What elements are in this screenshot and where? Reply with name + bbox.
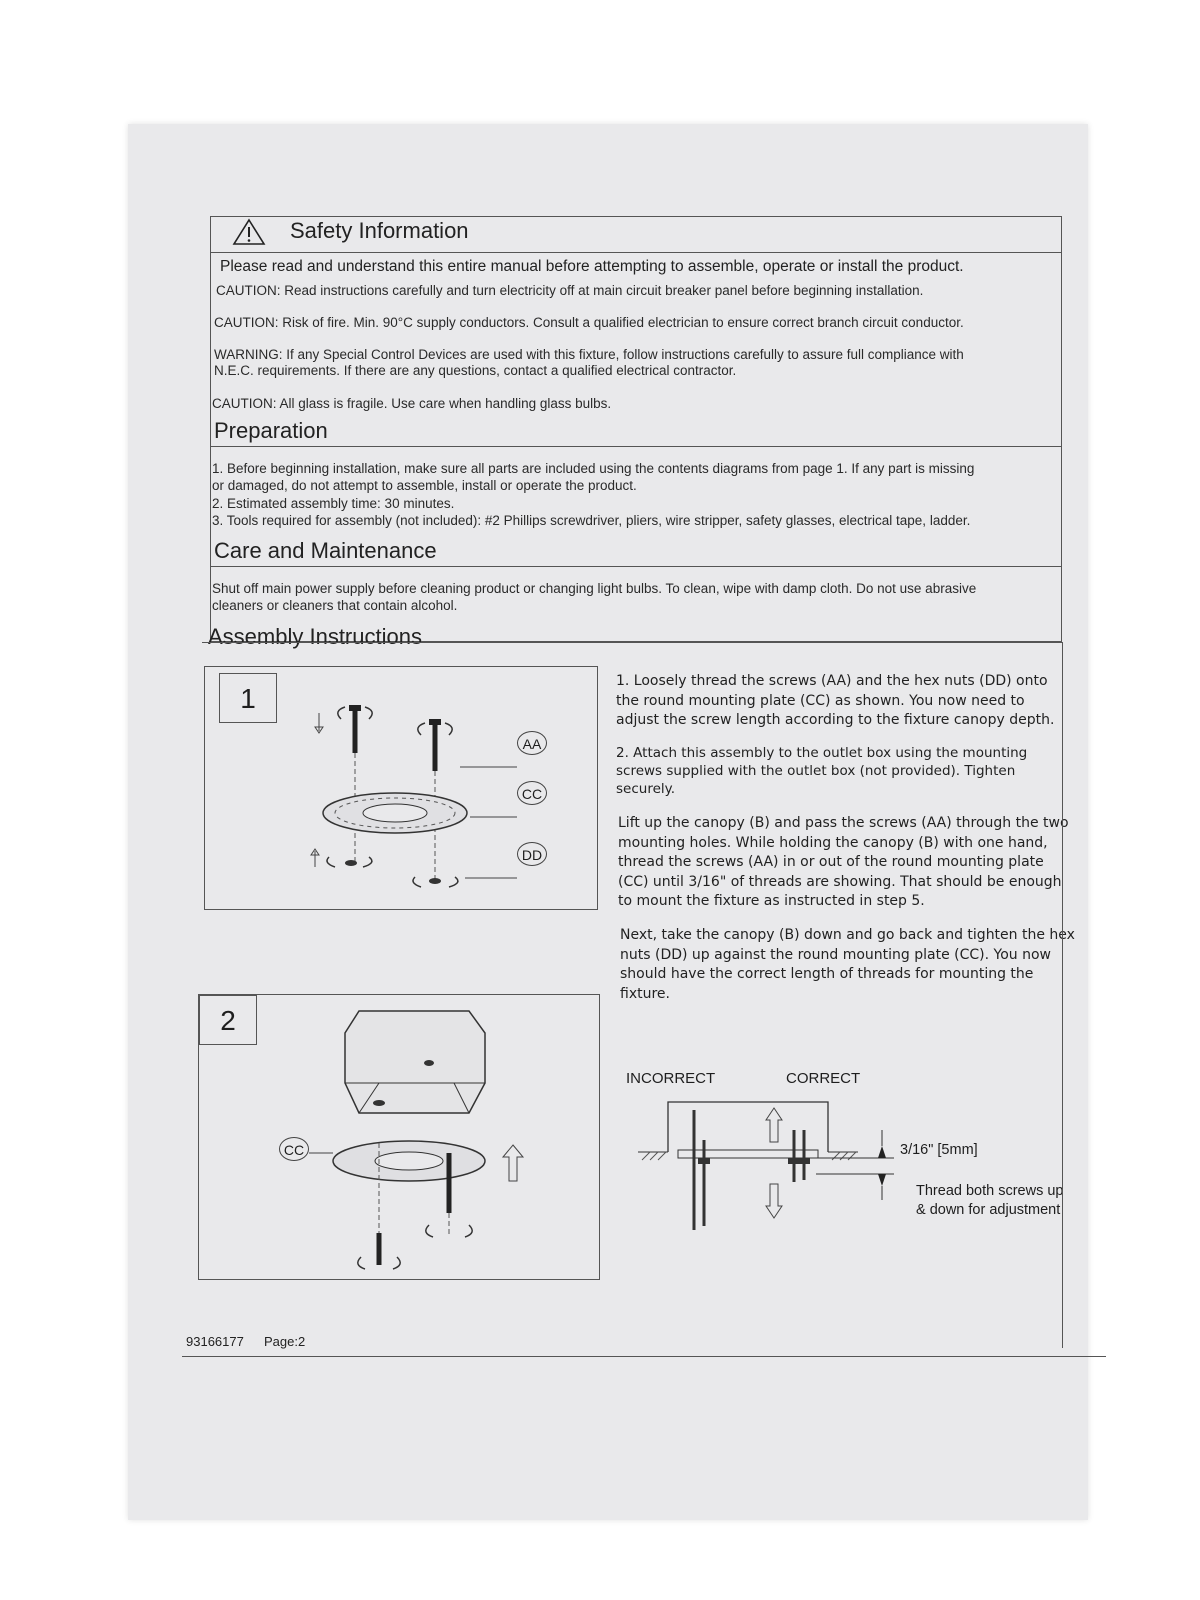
document-code: 93166177 bbox=[186, 1334, 244, 1349]
assembly-heading: Assembly Instructions bbox=[208, 624, 422, 649]
safety-caution-3: CAUTION: All glass is fragile. Use care when handling glass bulbs. bbox=[212, 396, 612, 411]
para2-line: securely. bbox=[616, 781, 675, 797]
para2-line: screws supplied with the outlet box (not provided). Tighten bbox=[616, 763, 1016, 779]
correct-label: CORRECT bbox=[786, 1070, 861, 1087]
instruction-paragraph-4 bbox=[620, 926, 1075, 1004]
label-dd: DD bbox=[517, 842, 547, 866]
label-cc: CC bbox=[517, 781, 547, 805]
para1-line: adjust the screw length according to the fixture canopy depth. bbox=[616, 712, 1055, 728]
safety-caution-2: CAUTION: Risk of fire. Min. 90°C supply conductors. Consult a qualified electrician to ensure correct branch circuit conductor. bbox=[214, 315, 964, 330]
outlet-box-mounting-illustration bbox=[269, 1003, 569, 1273]
para3-line: to mount the fixture as instructed in step 5. bbox=[618, 893, 925, 909]
para3-line: mounting holes. While holding the canopy (B) with one hand, bbox=[618, 834, 1048, 851]
para4-line: nuts (DD) up against the round mounting plate (CC). You now bbox=[620, 946, 1051, 963]
incorrect-label: INCORRECT bbox=[626, 1070, 716, 1087]
para1-line: the round mounting plate (CC) as shown. You now need to bbox=[616, 692, 1025, 709]
step-2-diagram bbox=[198, 994, 600, 1280]
preparation-item-1-line-2: or damaged, do not attempt to assemble, install or operate the product. bbox=[212, 478, 637, 493]
manual-page bbox=[128, 124, 1088, 1520]
para4-line: fixture. bbox=[620, 985, 670, 1002]
label-cc-2: CC bbox=[279, 1137, 309, 1161]
thread-note-line: & down for adjustment bbox=[916, 1202, 1061, 1218]
label-aa: AA bbox=[517, 731, 547, 755]
safety-warning-line-2: N.E.C. requirements. If there are any questions, contact a qualified electrical contractor. bbox=[214, 363, 737, 378]
step-1-number: 1 bbox=[219, 673, 277, 723]
safety-caution-1: CAUTION: Read instructions carefully and turn electricity off at main circuit breaker panel before beginning installation. bbox=[216, 283, 924, 298]
para4-line: should have the correct length of threads for mounting the bbox=[620, 966, 1034, 982]
step-2-number: 2 bbox=[199, 995, 257, 1045]
warning-triangle-icon bbox=[232, 218, 266, 246]
info-frame bbox=[210, 216, 1062, 642]
preparation-item-3: 3. Tools required for assembly (not included): #2 Phillips screwdriver, pliers, wire stripper, safety glasses, electrical tape, ladder. bbox=[212, 513, 971, 528]
measure-label: 3/16" [5mm] bbox=[900, 1142, 978, 1158]
thread-note bbox=[916, 1182, 1064, 1220]
care-line-1: Shut off main power supply before cleaning product or changing light bulbs. To clean, wipe with damp cloth. Do not use abrasive bbox=[212, 581, 977, 596]
para3-line: thread the screws (AA) in or out of the round mounting plate bbox=[618, 854, 1044, 870]
care-line-2: cleaners or cleaners that contain alcohol. bbox=[212, 598, 458, 613]
para1-line: 1. Loosely thread the screws (AA) and the hex nuts (DD) onto bbox=[616, 673, 1048, 689]
para3-line: Lift up the canopy (B) and pass the screws (AA) through the two bbox=[618, 815, 1069, 831]
para3-line: (CC) until 3/16" of threads are showing. That should be enough bbox=[618, 873, 1062, 890]
para4-line: Next, take the canopy (B) down and go back and tighten the hex bbox=[620, 927, 1075, 943]
footer-rule bbox=[182, 1356, 1106, 1357]
safety-intro: Please read and understand this entire manual before attempting to assemble, operate or install the product. bbox=[220, 258, 964, 275]
instruction-paragraph-1 bbox=[616, 672, 1054, 731]
instruction-paragraph-3 bbox=[618, 814, 1069, 912]
thread-note-line: Thread both screws up bbox=[916, 1183, 1064, 1199]
instruction-paragraph-2 bbox=[616, 744, 1027, 798]
page-number: Page:2 bbox=[264, 1334, 306, 1349]
preparation-heading: Preparation bbox=[214, 418, 328, 443]
safety-heading: Safety Information bbox=[290, 218, 469, 243]
care-heading: Care and Maintenance bbox=[214, 538, 437, 563]
step-1-diagram bbox=[204, 666, 598, 910]
preparation-item-2: 2. Estimated assembly time: 30 minutes. bbox=[212, 496, 455, 511]
preparation-item-1-line-1: 1. Before beginning installation, make sure all parts are included using the contents diagrams from page 1. If any part is missing bbox=[212, 461, 975, 476]
para2-line: 2. Attach this assembly to the outlet box using the mounting bbox=[616, 745, 1028, 761]
screw-depth-comparison-illustration bbox=[638, 1090, 898, 1250]
safety-warning-line-1: WARNING: If any Special Control Devices are used with this fixture, follow instructions carefully to assure full compliance with bbox=[214, 347, 964, 362]
